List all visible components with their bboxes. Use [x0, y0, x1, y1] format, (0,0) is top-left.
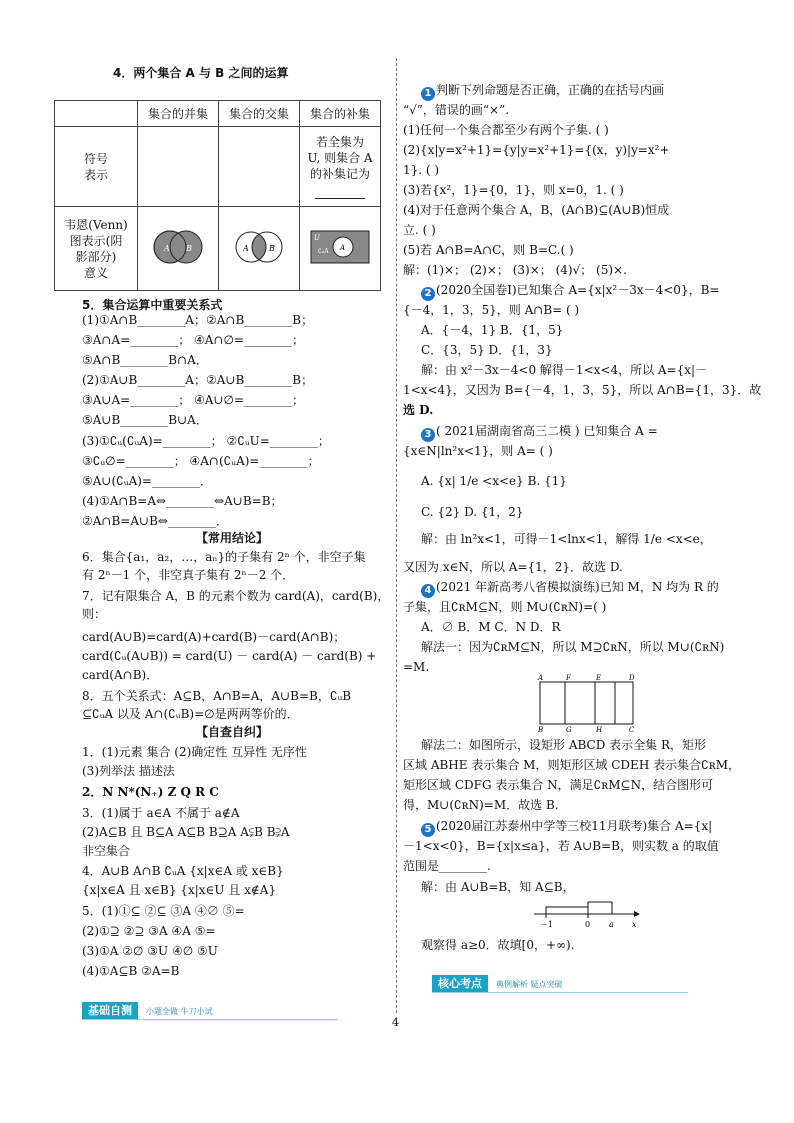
- venn-complement-diagram: [309, 227, 371, 267]
- q3-number-badge: 3: [421, 428, 435, 442]
- fig-label-b: B: [538, 726, 544, 734]
- self-check-line: 5．(1)①⊆ ②⊆ ③A ④∅ ⑤=: [82, 904, 245, 918]
- conclusion-8-line: ⊆∁ᵤA 以及 A∩(∁ᵤB)=∅是两两等价的．: [82, 707, 299, 721]
- intersection-symbol-cell: [219, 127, 300, 207]
- q5-number-badge: 5: [421, 823, 435, 837]
- header-union: 集合的并集: [138, 101, 219, 127]
- operations-table: [54, 100, 381, 291]
- self-check-line: {x|x∈A 且 x∈B} {x|x∈U 且 x∉A}: [82, 883, 277, 897]
- section-4-title: 4．两个集合 A 与 B 之间的运算: [113, 66, 289, 80]
- axis-label-0: 0: [585, 920, 591, 929]
- header-intersection: 集合的交集: [219, 101, 300, 127]
- self-check-line: 3．(1)属于 a∈A 不属于 a∉A: [82, 806, 240, 820]
- banner-core-tag: 核心考点: [432, 975, 488, 992]
- q2-answer: 选 D.: [403, 403, 434, 417]
- venn-complement-label-u: U: [314, 233, 320, 242]
- banner-basic-sub: 小题全做 牛刀小试: [146, 1007, 213, 1016]
- complement-symbol-cell: 若全集为 U, 则集合 A 的补集记为: [300, 127, 381, 207]
- venn-complement-label-a: A: [340, 243, 346, 252]
- q2-number-badge: 2: [421, 287, 435, 301]
- q4-number-badge: 4: [421, 584, 435, 598]
- self-check-line: (3)列举法 描述法: [82, 764, 175, 778]
- q4-solution2-line: 矩形区域 CDFG 表示集合 N，满足∁ʀM⊆N，结合图形可: [403, 778, 714, 792]
- conclusion-7-line: card(A∪B)=card(A)+card(B)－card(A∩B)；: [82, 630, 346, 644]
- q4-answer: =M.: [403, 660, 430, 674]
- relation-line: ③A∩A=________； ④A∩∅=________；: [82, 333, 305, 347]
- q4-line: 子集，且∁ʀM⊆N，则 M∪(∁ʀN)=( ): [403, 600, 607, 614]
- page-number: 4: [392, 1016, 399, 1029]
- self-check-line: (4)①A⊆B ②A=B: [82, 964, 180, 978]
- venn-union-cell: [138, 207, 219, 291]
- q3-line: 3 ( 2021届湖南省高三二模 ) 已知集合 A =: [421, 424, 658, 442]
- fig-label-a: A: [538, 674, 544, 682]
- q3-option-line: A. {x| 1/e <x<e} B. {1}: [421, 474, 567, 488]
- self-check-line: (3)①A ②∅ ③U ④∅ ⑤U: [82, 944, 218, 958]
- self-check-line: 1．(1)元素 集合 (2)确定性 互异性 无序性: [82, 745, 307, 759]
- banner-core-points: [432, 975, 688, 993]
- fig-label-c: C: [629, 726, 635, 734]
- q4-rectangle-figure: [532, 672, 642, 734]
- relation-line: (2)①A∪B________A；②A∪B________B；: [82, 373, 314, 387]
- q1-line: (1)任何一个集合都至少有两个子集. ( ): [403, 123, 609, 137]
- q1-line: (5)若 A∩B=A∩C，则 B=C.( ): [403, 243, 574, 257]
- banner-basic-self-test: [82, 1002, 338, 1020]
- q1-line: (3)若{x²，1}={0，1}，则 x=0，1. ( ): [403, 183, 624, 197]
- relation-line: ⑤A∪(∁ᵤA)=________．: [82, 474, 212, 488]
- relation-line: (1)①A∩B________A；②A∩B________B；: [82, 313, 314, 327]
- banner-core-sub: 典例解析 疑点突破: [496, 980, 563, 989]
- conclusion-7-line: 7．记有限集合 A，B 的元素个数为 card(A)，card(B)，: [82, 589, 390, 603]
- venn-union-label-a: A: [164, 243, 170, 253]
- section-5-title: 5．集合运算中重要关系式: [82, 298, 223, 312]
- relation-line: ③A∪A=________； ④A∪∅=________；: [82, 393, 305, 407]
- conclusion-7-line: card(∁ᵤ(A∪B)) = card(U) － card(A) － card(B) +: [82, 649, 377, 663]
- q5-line: －1<x<0}，B={x|x≤a}，若 A∪B=B，则实数 a 的取值: [403, 839, 719, 853]
- q1-line: (4)对于任意两个集合 A，B，(A∩B)⊆(A∪B)恒成: [403, 203, 670, 217]
- union-symbol-cell: [138, 127, 219, 207]
- conclusion-8-line: 8．五个关系式：A⊆B，A∩B=A，A∪B=B，∁ᵤB: [82, 689, 352, 703]
- conclusion-6-line: 有 2ⁿ－1 个，非空真子集有 2ⁿ－2 个．: [82, 568, 295, 582]
- q5-number-line-figure: [532, 896, 642, 932]
- q2-line: 2 (2020全国卷Ⅰ)已知集合 A={x|x²－3x－4<0}，B=: [421, 283, 719, 301]
- venn-intersection-label-b: B: [269, 243, 275, 253]
- q3-answer: 又因为 x∈N，所以 A={1，2}．故选 D.: [403, 560, 623, 574]
- venn-union-label-b: B: [186, 243, 192, 253]
- q5-answer: 观察得 a≥0．故填[0，+∞).: [421, 938, 575, 952]
- header-complement: 集合的补集: [300, 101, 381, 127]
- fig-label-h: H: [596, 726, 603, 734]
- column-divider: [396, 58, 397, 1013]
- q1-answer: 解：(1)×； (2)×； (3)×； (4)√； (5)×.: [403, 263, 627, 277]
- q4-option-line: A．∅ B．M C．N D．R: [421, 620, 561, 634]
- q5-line: 范围是________.: [403, 859, 491, 873]
- q1-line: “√”，错误的画“×”.: [403, 103, 510, 117]
- fig-label-g: G: [566, 726, 572, 734]
- q1-number-badge: 1: [421, 87, 435, 101]
- venn-intersection-cell: [219, 207, 300, 291]
- row-venn-label: 韦恩(Venn) 图表示(阴 影部分) 意义: [55, 207, 138, 291]
- banner-basic-tag: 基础自测: [82, 1002, 138, 1019]
- q1-line: (2){x|y=x²+1}={y|y=x²+1}={(x，y)|y=x²+: [403, 143, 670, 157]
- q2-option-line: A．{－4，1} B．{1，5}: [421, 323, 564, 337]
- q3-option-line: C. {2} D. {1，2}: [421, 505, 524, 519]
- q3-answer: 解：由 ln²x<1，可得－1<lnx<1，解得 1/e <x<e，: [421, 532, 712, 546]
- q2-option-line: C．{3，5} D．{1，3}: [421, 343, 553, 357]
- fig-label-e: E: [596, 674, 602, 682]
- venn-intersection-diagram: [229, 227, 289, 267]
- self-check-line: 非空集合: [82, 844, 131, 858]
- q4-solution2-line: 解法二：如图所示，设矩形 ABCD 表示全集 R，矩形: [421, 738, 706, 752]
- q2-answer: 1<x<4}，又因为 B={－4，1，3，5}，所以 A∩B={1，3}．故: [403, 383, 762, 397]
- q4-line: 4 (2021 年新高考八省模拟演练)已知 M，N 均为 R 的: [421, 580, 719, 598]
- venn-union-diagram: [148, 227, 208, 267]
- q1-line: 1}. ( ): [403, 163, 440, 177]
- q4-answer: 解法一：因为∁ʀM⊆N，所以 M⊇∁ʀN，所以 M∪(∁ʀN): [421, 640, 725, 654]
- relation-line: (4)①A∩B=A⇔________⇔A∪B=B；: [82, 494, 283, 508]
- axis-label-a: a: [609, 920, 614, 929]
- q4-solution2-line: 区域 ABHE 表示集合 M，则矩形区域 CDEH 表示集合∁ʀM，: [403, 758, 740, 772]
- relation-line: ⑤A∪B________B∪A．: [82, 413, 208, 427]
- q3-line: {x∈N|ln²x<1}，则 A= ( ): [403, 444, 553, 458]
- self-check-line: (2)A⊆B 且 B⊆A A⊆B B⊇A A⫋B B⫌A: [82, 825, 290, 839]
- conclusion-7-line: card(A∩B)．: [82, 668, 159, 682]
- q1-line: 1 判断下列命题是否正确，正确的在括号内画: [421, 83, 664, 101]
- q2-answer: 解：由 x²－3x－4<0 解得－1<x<4，所以 A={x|－: [421, 363, 708, 377]
- self-check-line: 4．A∪B A∩B ∁ᵤA {x|x∈A 或 x∈B}: [82, 864, 284, 878]
- common-conclusions-heading: 【常用结论】: [195, 531, 268, 545]
- relation-line: ⑤A∩B________B∩A．: [82, 353, 208, 367]
- q5-line: 5 (2020届江苏泰州中学等三校11月联考)集合 A={x|: [421, 819, 712, 837]
- q4-solution2-line: 得，M∪(∁ʀN)=M．故选 B.: [403, 798, 559, 812]
- row-symbol-label: 符号 表示: [55, 127, 138, 207]
- conclusion-6-line: 6．集合{a₁，a₂，…，aₙ}的子集有 2ⁿ 个，非空子集: [82, 550, 366, 564]
- axis-label-neg1: －1: [540, 920, 554, 929]
- relation-line: ③∁ᵤ∅=________； ④A∩(∁ᵤA)=________；: [82, 454, 320, 468]
- relation-line: (3)①∁ᵤ(∁ᵤA)=________； ②∁ᵤU=________；: [82, 434, 330, 448]
- self-check-line: 2．N N*(N₊) Z Q R C: [82, 785, 219, 799]
- q5-answer: 解：由 A∪B=B，知 A⊆B，: [421, 880, 575, 894]
- relation-line: ②A∩B=A∪B⇔________．: [82, 514, 228, 528]
- conclusion-7-line: 则：: [82, 607, 107, 621]
- axis-label-x: x: [632, 920, 637, 929]
- self-check-line: (2)①⊇ ②⊇ ③A ④A ⑤=: [82, 924, 216, 938]
- venn-complement-label-cua: ∁ᵤA: [318, 247, 329, 255]
- fig-label-d: D: [629, 674, 635, 682]
- fig-label-f: F: [566, 674, 571, 682]
- q2-line: {－4，1，3，5}，则 A∩B= ( ): [403, 303, 580, 317]
- self-check-heading: 【自查自纠】: [195, 725, 268, 739]
- q1-line: 立. ( ): [403, 223, 436, 237]
- venn-complement-cell: [300, 207, 381, 291]
- venn-intersection-label-a: A: [243, 243, 249, 253]
